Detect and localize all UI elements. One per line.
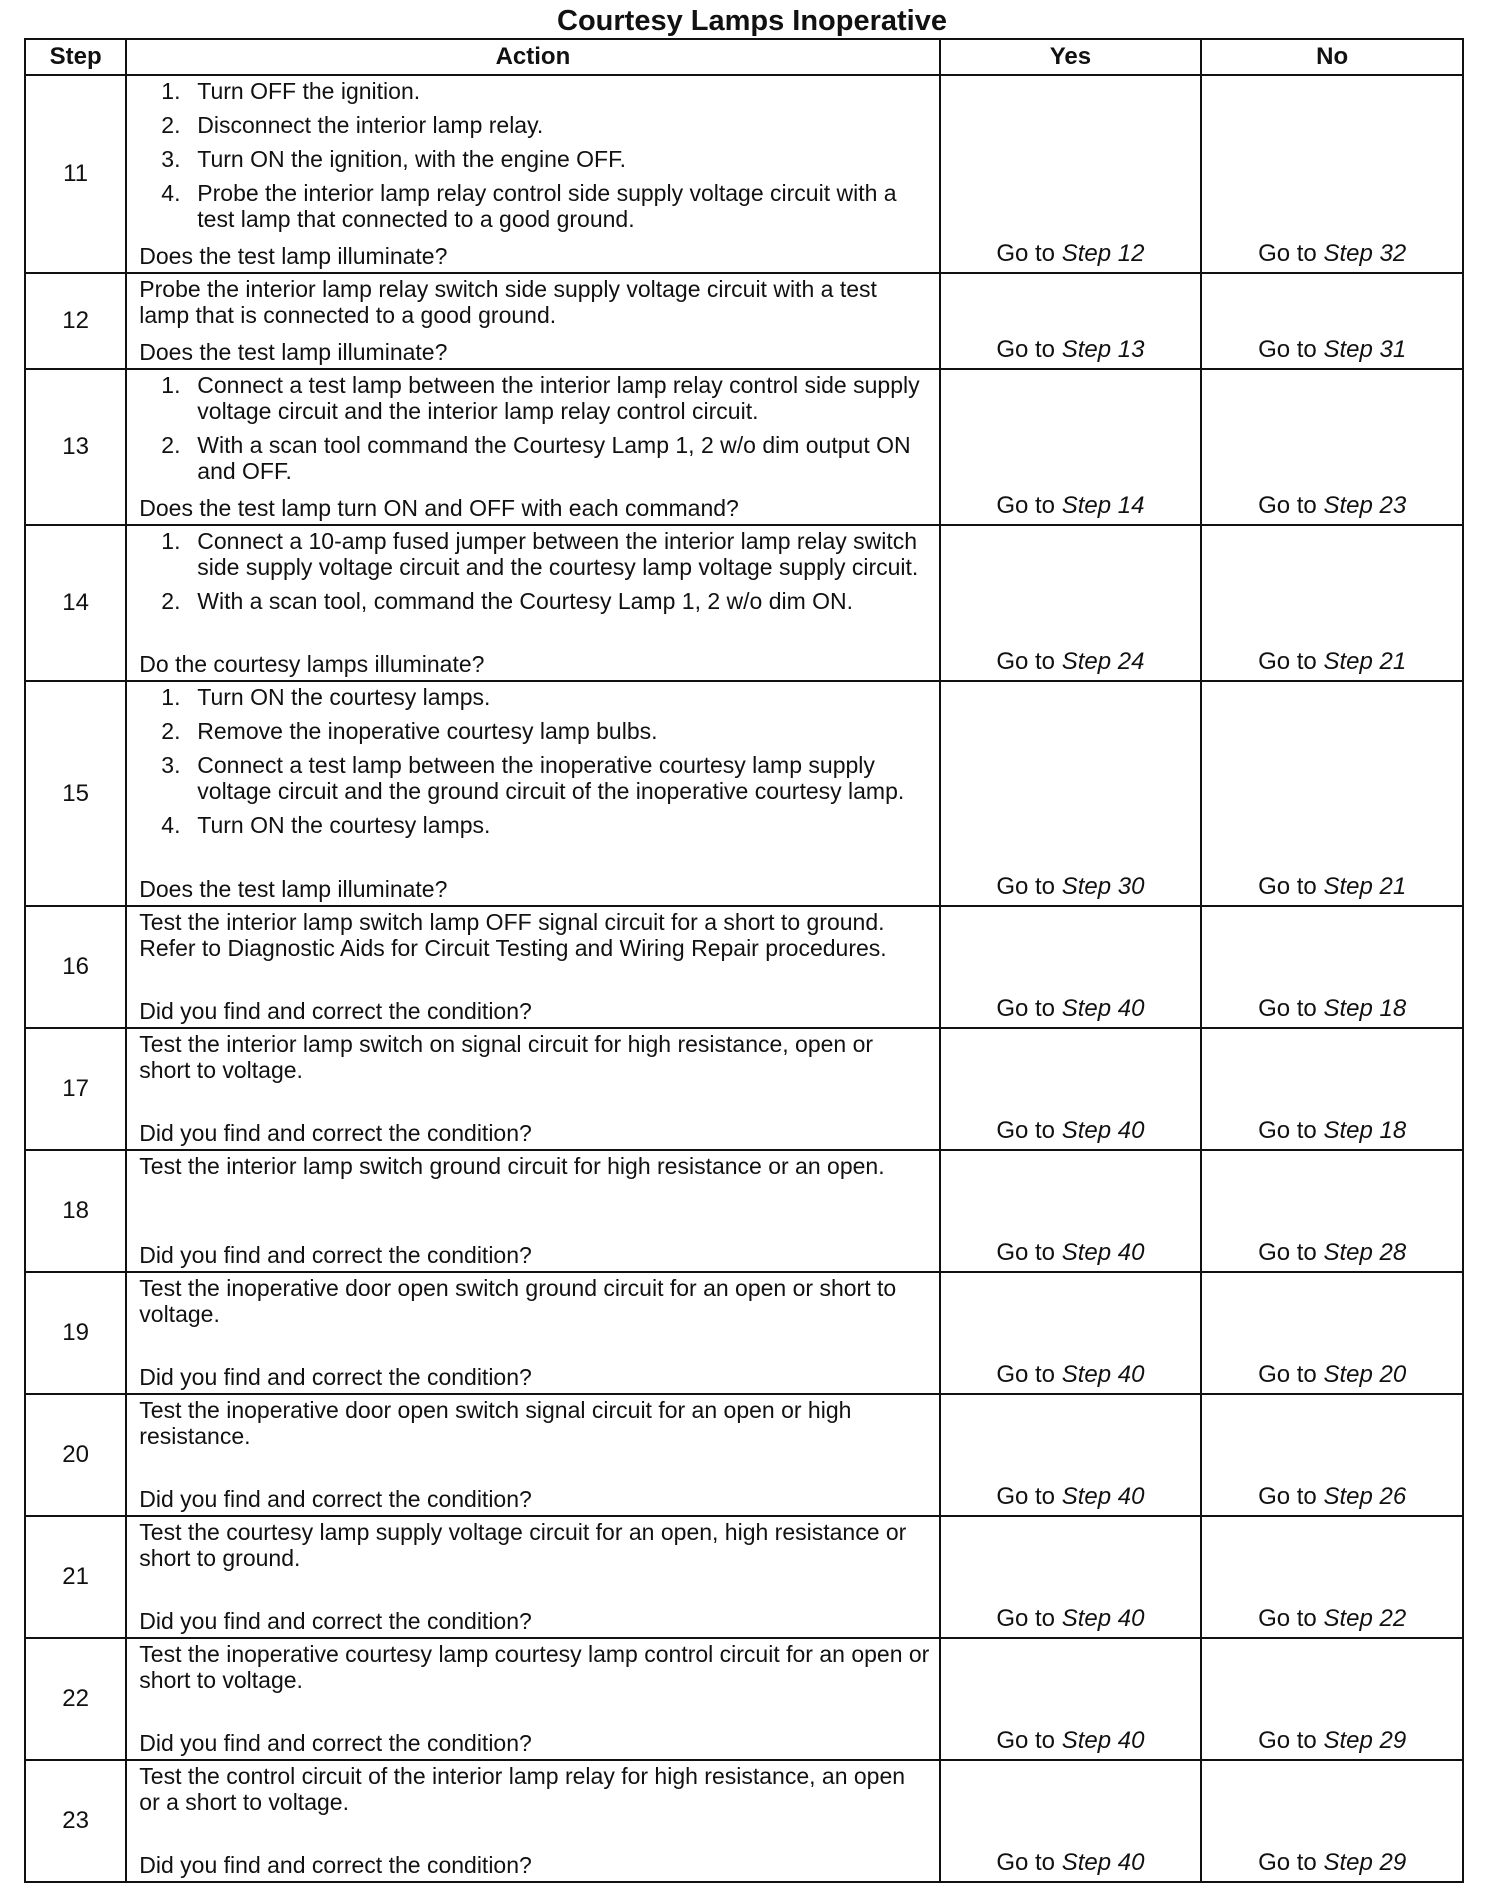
goto-step-ref bbox=[1062, 1239, 1145, 1266]
step-word: Step bbox=[1061, 995, 1112, 1022]
action-step-item bbox=[139, 588, 930, 614]
goto-yes bbox=[996, 1361, 1144, 1388]
action-step-text: Connect a test lamp between the interior lamp relay control side supply voltage circuit and the interior lamp relay control circuit. bbox=[197, 372, 920, 424]
action-description: Test the inoperative door open switch signal circuit for an open or high resistance. bbox=[139, 1397, 852, 1449]
step-number-cell: 15 bbox=[25, 681, 126, 906]
goto-step-ref bbox=[1323, 995, 1406, 1022]
action-cell bbox=[126, 1638, 939, 1760]
result-no-cell bbox=[1201, 369, 1463, 525]
goto-no bbox=[1258, 1849, 1406, 1876]
action-step-number: 4. bbox=[161, 180, 181, 206]
goto-prefix: Go to bbox=[1258, 492, 1317, 519]
goto-no bbox=[1258, 873, 1406, 900]
goto-step-ref bbox=[1062, 240, 1145, 267]
goto-step-number: 26 bbox=[1379, 1483, 1407, 1510]
goto-prefix: Go to bbox=[1258, 1483, 1317, 1510]
goto-step-ref bbox=[1323, 240, 1406, 267]
step-word: Step bbox=[1323, 336, 1373, 363]
goto-prefix: Go to bbox=[1258, 240, 1317, 267]
table-row bbox=[25, 681, 1463, 906]
goto-step-number: 28 bbox=[1379, 1239, 1407, 1266]
goto-step-ref bbox=[1062, 1361, 1145, 1388]
goto-step-ref bbox=[1062, 873, 1145, 900]
step-word: Step bbox=[1323, 240, 1373, 267]
goto-prefix: Go to bbox=[996, 336, 1056, 363]
step-number-cell: 20 bbox=[25, 1394, 126, 1516]
action-step-item bbox=[139, 528, 930, 580]
goto-step-number: 13 bbox=[1117, 336, 1145, 363]
goto-prefix: Go to bbox=[996, 1483, 1056, 1510]
table-row bbox=[25, 1638, 1463, 1760]
table-row bbox=[25, 369, 1463, 525]
goto-step-ref bbox=[1323, 1239, 1406, 1266]
goto-prefix: Go to bbox=[996, 1849, 1056, 1876]
goto-step-ref bbox=[1323, 492, 1406, 519]
goto-step-ref bbox=[1323, 1117, 1406, 1144]
action-question: Does the test lamp illuminate? bbox=[139, 339, 448, 365]
goto-step-number: 24 bbox=[1117, 648, 1145, 675]
result-yes-cell bbox=[940, 1394, 1202, 1516]
goto-step-ref bbox=[1323, 648, 1406, 675]
goto-prefix: Go to bbox=[996, 240, 1056, 267]
goto-prefix: Go to bbox=[1258, 873, 1317, 900]
action-question: Did you find and correct the condition? bbox=[139, 1608, 532, 1634]
goto-no bbox=[1258, 492, 1406, 519]
action-cell bbox=[126, 1394, 939, 1516]
step-word: Step bbox=[1323, 648, 1373, 675]
result-yes-cell bbox=[940, 75, 1202, 273]
table-row bbox=[25, 525, 1463, 681]
action-description: Test the interior lamp switch on signal circuit for high resistance, open or short to voltage. bbox=[139, 1031, 874, 1083]
goto-yes bbox=[996, 648, 1144, 675]
step-number-cell: 14 bbox=[25, 525, 126, 681]
action-question: Does the test lamp turn ON and OFF with each command? bbox=[139, 495, 739, 521]
action-cell bbox=[126, 681, 939, 906]
goto-yes bbox=[996, 336, 1144, 363]
goto-yes bbox=[996, 995, 1144, 1022]
goto-step-ref bbox=[1062, 1849, 1145, 1876]
action-description: Test the interior lamp switch ground circuit for high resistance or an open. bbox=[139, 1153, 885, 1179]
goto-no bbox=[1258, 240, 1406, 267]
step-word: Step bbox=[1323, 1483, 1373, 1510]
step-word: Step bbox=[1323, 995, 1373, 1022]
goto-step-number: 40 bbox=[1117, 1727, 1145, 1754]
goto-no bbox=[1258, 1483, 1406, 1510]
result-no-cell bbox=[1201, 525, 1463, 681]
action-step-number: 1. bbox=[161, 372, 181, 398]
action-cell bbox=[126, 1272, 939, 1394]
table-row bbox=[25, 75, 1463, 273]
goto-prefix: Go to bbox=[996, 873, 1056, 900]
action-cell bbox=[126, 1150, 939, 1272]
goto-prefix: Go to bbox=[1258, 1361, 1317, 1388]
step-word: Step bbox=[1061, 1849, 1112, 1876]
step-word: Step bbox=[1323, 1117, 1373, 1144]
action-question: Did you find and correct the condition? bbox=[139, 1242, 532, 1268]
result-no-cell bbox=[1201, 906, 1463, 1028]
action-step-text: Disconnect the interior lamp relay. bbox=[197, 112, 544, 138]
action-step-number: 4. bbox=[161, 812, 181, 838]
step-number-cell: 18 bbox=[25, 1150, 126, 1272]
result-yes-cell bbox=[940, 369, 1202, 525]
goto-step-ref bbox=[1323, 1727, 1406, 1754]
action-question: Does the test lamp illuminate? bbox=[139, 243, 448, 269]
result-no-cell bbox=[1201, 1638, 1463, 1760]
goto-step-number: 40 bbox=[1117, 1605, 1145, 1632]
action-step-item bbox=[139, 684, 930, 710]
action-step-item bbox=[139, 718, 930, 744]
result-no-cell bbox=[1201, 75, 1463, 273]
result-yes-cell bbox=[940, 906, 1202, 1028]
action-steps-list bbox=[139, 372, 930, 484]
action-step-number: 2. bbox=[161, 588, 181, 614]
step-number-cell: 12 bbox=[25, 273, 126, 369]
action-question: Did you find and correct the condition? bbox=[139, 1486, 532, 1512]
action-cell bbox=[126, 369, 939, 525]
goto-prefix: Go to bbox=[996, 1605, 1056, 1632]
goto-step-number: 40 bbox=[1117, 1483, 1145, 1510]
goto-step-number: 29 bbox=[1379, 1727, 1407, 1754]
goto-step-number: 40 bbox=[1117, 1239, 1145, 1266]
goto-prefix: Go to bbox=[996, 1117, 1056, 1144]
action-step-text: With a scan tool command the Courtesy Lamp 1, 2 w/o dim output ON and OFF. bbox=[197, 432, 911, 484]
goto-no bbox=[1258, 1361, 1406, 1388]
goto-step-number: 40 bbox=[1117, 1361, 1145, 1388]
goto-prefix: Go to bbox=[1258, 1849, 1317, 1876]
goto-step-ref bbox=[1062, 492, 1145, 519]
step-word: Step bbox=[1061, 336, 1112, 363]
action-step-number: 2. bbox=[161, 432, 181, 458]
goto-prefix: Go to bbox=[996, 995, 1056, 1022]
result-yes-cell bbox=[940, 525, 1202, 681]
action-steps-list bbox=[139, 528, 930, 614]
action-cell bbox=[126, 1028, 939, 1150]
action-step-text: Connect a 10-amp fused jumper between the interior lamp relay switch side supply voltage circuit and the courtesy lamp voltage supply circuit. bbox=[197, 528, 919, 580]
step-number-cell: 19 bbox=[25, 1272, 126, 1394]
result-yes-cell bbox=[940, 1150, 1202, 1272]
action-steps-list bbox=[139, 78, 930, 232]
goto-prefix: Go to bbox=[1258, 336, 1317, 363]
goto-step-number: 18 bbox=[1379, 1117, 1407, 1144]
step-word: Step bbox=[1323, 1727, 1373, 1754]
goto-step-ref bbox=[1323, 873, 1406, 900]
action-step-item bbox=[139, 180, 930, 232]
goto-prefix: Go to bbox=[1258, 1117, 1317, 1144]
goto-step-number: 21 bbox=[1379, 648, 1407, 675]
goto-yes bbox=[996, 1605, 1144, 1632]
action-description: Test the inoperative courtesy lamp courtesy lamp control circuit for an open or short to voltage. bbox=[139, 1641, 930, 1693]
goto-step-ref bbox=[1062, 648, 1145, 675]
page-title: Courtesy Lamps Inoperative bbox=[557, 5, 947, 37]
goto-step-number: 40 bbox=[1117, 1849, 1145, 1876]
result-yes-cell bbox=[940, 1272, 1202, 1394]
result-no-cell bbox=[1201, 681, 1463, 906]
step-word: Step bbox=[1061, 1239, 1112, 1266]
action-step-item bbox=[139, 146, 930, 172]
goto-yes bbox=[996, 1727, 1144, 1754]
step-word: Step bbox=[1061, 492, 1112, 519]
goto-step-number: 31 bbox=[1379, 336, 1407, 363]
action-question: Did you find and correct the condition? bbox=[139, 1730, 532, 1756]
goto-yes bbox=[996, 1117, 1144, 1144]
goto-step-number: 18 bbox=[1379, 995, 1407, 1022]
column-header-yes: Yes bbox=[940, 39, 1202, 75]
goto-step-number: 29 bbox=[1379, 1849, 1407, 1876]
action-question: Did you find and correct the condition? bbox=[139, 1852, 532, 1878]
table-row bbox=[25, 906, 1463, 1028]
column-header-step: Step bbox=[25, 39, 126, 75]
result-no-cell bbox=[1201, 1028, 1463, 1150]
action-cell bbox=[126, 273, 939, 369]
goto-step-ref bbox=[1323, 1849, 1406, 1876]
step-word: Step bbox=[1323, 1239, 1373, 1266]
result-no-cell bbox=[1201, 1272, 1463, 1394]
step-word: Step bbox=[1323, 873, 1373, 900]
goto-prefix: Go to bbox=[1258, 1727, 1317, 1754]
goto-prefix: Go to bbox=[1258, 995, 1317, 1022]
action-step-text: Remove the inoperative courtesy lamp bulbs. bbox=[197, 718, 658, 744]
goto-step-number: 32 bbox=[1379, 240, 1407, 267]
step-word: Step bbox=[1061, 1483, 1112, 1510]
action-step-text: Turn ON the courtesy lamps. bbox=[197, 812, 491, 838]
action-step-number: 3. bbox=[161, 146, 181, 172]
goto-prefix: Go to bbox=[996, 492, 1056, 519]
goto-yes bbox=[996, 1483, 1144, 1510]
goto-no bbox=[1258, 336, 1406, 363]
action-step-text: Probe the interior lamp relay control side supply voltage circuit with a test lamp that connected to a good ground. bbox=[197, 180, 897, 232]
step-word: Step bbox=[1061, 1361, 1112, 1388]
step-word: Step bbox=[1061, 240, 1112, 267]
goto-prefix: Go to bbox=[1258, 648, 1317, 675]
action-description: Test the inoperative door open switch ground circuit for an open or short to voltage. bbox=[139, 1275, 897, 1327]
goto-step-ref bbox=[1062, 1727, 1145, 1754]
table-body bbox=[25, 75, 1463, 1882]
table-row bbox=[25, 273, 1463, 369]
result-yes-cell bbox=[940, 1638, 1202, 1760]
action-step-number: 2. bbox=[161, 112, 181, 138]
goto-step-number: 40 bbox=[1117, 995, 1145, 1022]
goto-step-ref bbox=[1062, 1483, 1145, 1510]
goto-no bbox=[1258, 1727, 1406, 1754]
goto-step-ref bbox=[1323, 1483, 1406, 1510]
result-yes-cell bbox=[940, 681, 1202, 906]
action-description: Test the interior lamp switch lamp OFF signal circuit for a short to ground. Refer to Diagnostic Aids for Circuit Testing and Wiring Repair procedures. bbox=[139, 909, 887, 961]
table-row bbox=[25, 1028, 1463, 1150]
action-cell bbox=[126, 906, 939, 1028]
step-number-cell: 23 bbox=[25, 1760, 126, 1882]
step-word: Step bbox=[1061, 1605, 1112, 1632]
step-word: Step bbox=[1323, 1849, 1373, 1876]
goto-step-number: 40 bbox=[1117, 1117, 1145, 1144]
action-question: Did you find and correct the condition? bbox=[139, 1120, 532, 1146]
action-step-item bbox=[139, 752, 930, 804]
action-step-text: Turn OFF the ignition. bbox=[197, 78, 421, 104]
goto-step-ref bbox=[1323, 1605, 1406, 1632]
action-step-number: 1. bbox=[161, 528, 181, 554]
step-number-cell: 17 bbox=[25, 1028, 126, 1150]
step-word: Step bbox=[1061, 648, 1112, 675]
table-row bbox=[25, 1150, 1463, 1272]
goto-yes bbox=[996, 873, 1144, 900]
action-cell bbox=[126, 525, 939, 681]
goto-no bbox=[1258, 995, 1406, 1022]
step-word: Step bbox=[1061, 1727, 1112, 1754]
action-question: Does the test lamp illuminate? bbox=[139, 876, 448, 902]
action-question: Did you find and correct the condition? bbox=[139, 998, 532, 1024]
result-yes-cell bbox=[940, 1760, 1202, 1882]
result-no-cell bbox=[1201, 1760, 1463, 1882]
goto-step-number: 12 bbox=[1117, 240, 1145, 267]
goto-step-ref bbox=[1062, 995, 1145, 1022]
goto-yes bbox=[996, 240, 1144, 267]
action-step-text: Turn ON the ignition, with the engine OFF. bbox=[197, 146, 626, 172]
result-no-cell bbox=[1201, 1394, 1463, 1516]
step-word: Step bbox=[1061, 873, 1112, 900]
goto-step-number: 20 bbox=[1379, 1361, 1407, 1388]
step-number-cell: 13 bbox=[25, 369, 126, 525]
result-no-cell bbox=[1201, 1150, 1463, 1272]
action-step-number: 1. bbox=[161, 78, 181, 104]
goto-step-ref bbox=[1323, 1361, 1406, 1388]
diagnostic-table bbox=[24, 38, 1464, 1883]
table-row bbox=[25, 1760, 1463, 1882]
action-step-item bbox=[139, 432, 930, 484]
action-step-item bbox=[139, 372, 930, 424]
action-step-item bbox=[139, 112, 930, 138]
step-number-cell: 16 bbox=[25, 906, 126, 1028]
action-step-item bbox=[139, 812, 930, 838]
goto-prefix: Go to bbox=[1258, 1239, 1317, 1266]
result-yes-cell bbox=[940, 1028, 1202, 1150]
action-step-text: Connect a test lamp between the inoperative courtesy lamp supply voltage circuit and the ground circuit of the inoperative courtesy lamp. bbox=[197, 752, 905, 804]
goto-prefix: Go to bbox=[996, 648, 1056, 675]
goto-step-ref bbox=[1062, 1117, 1145, 1144]
result-no-cell bbox=[1201, 273, 1463, 369]
goto-step-number: 30 bbox=[1117, 873, 1145, 900]
goto-step-ref bbox=[1062, 336, 1145, 363]
result-yes-cell bbox=[940, 273, 1202, 369]
goto-no bbox=[1258, 1117, 1406, 1144]
step-word: Step bbox=[1323, 492, 1373, 519]
action-cell bbox=[126, 75, 939, 273]
column-header-no: No bbox=[1201, 39, 1463, 75]
goto-step-number: 23 bbox=[1379, 492, 1407, 519]
goto-step-ref bbox=[1323, 336, 1406, 363]
action-question: Did you find and correct the condition? bbox=[139, 1364, 532, 1390]
action-question: Do the courtesy lamps illuminate? bbox=[139, 651, 485, 677]
action-description: Test the control circuit of the interior lamp relay for high resistance, an open or a short to voltage. bbox=[139, 1763, 906, 1815]
action-description: Probe the interior lamp relay switch side supply voltage circuit with a test lamp that is connected to a good ground. bbox=[139, 276, 877, 328]
table-row bbox=[25, 1272, 1463, 1394]
goto-step-number: 22 bbox=[1379, 1605, 1407, 1632]
goto-yes bbox=[996, 492, 1144, 519]
goto-no bbox=[1258, 1239, 1406, 1266]
action-description: Test the courtesy lamp supply voltage circuit for an open, high resistance or short to ground. bbox=[139, 1519, 907, 1571]
goto-prefix: Go to bbox=[996, 1727, 1056, 1754]
goto-no bbox=[1258, 1605, 1406, 1632]
action-step-number: 2. bbox=[161, 718, 181, 744]
goto-no bbox=[1258, 648, 1406, 675]
action-step-item bbox=[139, 78, 930, 104]
step-word: Step bbox=[1323, 1361, 1373, 1388]
goto-yes bbox=[996, 1239, 1144, 1266]
step-word: Step bbox=[1061, 1117, 1112, 1144]
goto-prefix: Go to bbox=[996, 1361, 1056, 1388]
action-step-number: 3. bbox=[161, 752, 181, 778]
action-cell bbox=[126, 1516, 939, 1638]
goto-yes bbox=[996, 1849, 1144, 1876]
action-steps-list bbox=[139, 684, 930, 838]
action-cell bbox=[126, 1760, 939, 1882]
result-yes-cell bbox=[940, 1516, 1202, 1638]
table-row bbox=[25, 1394, 1463, 1516]
table-row bbox=[25, 1516, 1463, 1638]
goto-prefix: Go to bbox=[1258, 1605, 1317, 1632]
goto-step-number: 14 bbox=[1117, 492, 1145, 519]
result-no-cell bbox=[1201, 1516, 1463, 1638]
step-number-cell: 11 bbox=[25, 75, 126, 273]
action-step-text: With a scan tool, command the Courtesy Lamp 1, 2 w/o dim ON. bbox=[197, 588, 854, 614]
action-step-text: Turn ON the courtesy lamps. bbox=[197, 684, 491, 710]
goto-step-number: 21 bbox=[1379, 873, 1407, 900]
step-number-cell: 22 bbox=[25, 1638, 126, 1760]
column-header-action: Action bbox=[126, 39, 939, 75]
goto-step-ref bbox=[1062, 1605, 1145, 1632]
step-number-cell: 21 bbox=[25, 1516, 126, 1638]
step-word: Step bbox=[1323, 1605, 1373, 1632]
goto-prefix: Go to bbox=[996, 1239, 1056, 1266]
action-step-number: 1. bbox=[161, 684, 181, 710]
table-header-row bbox=[25, 39, 1463, 75]
